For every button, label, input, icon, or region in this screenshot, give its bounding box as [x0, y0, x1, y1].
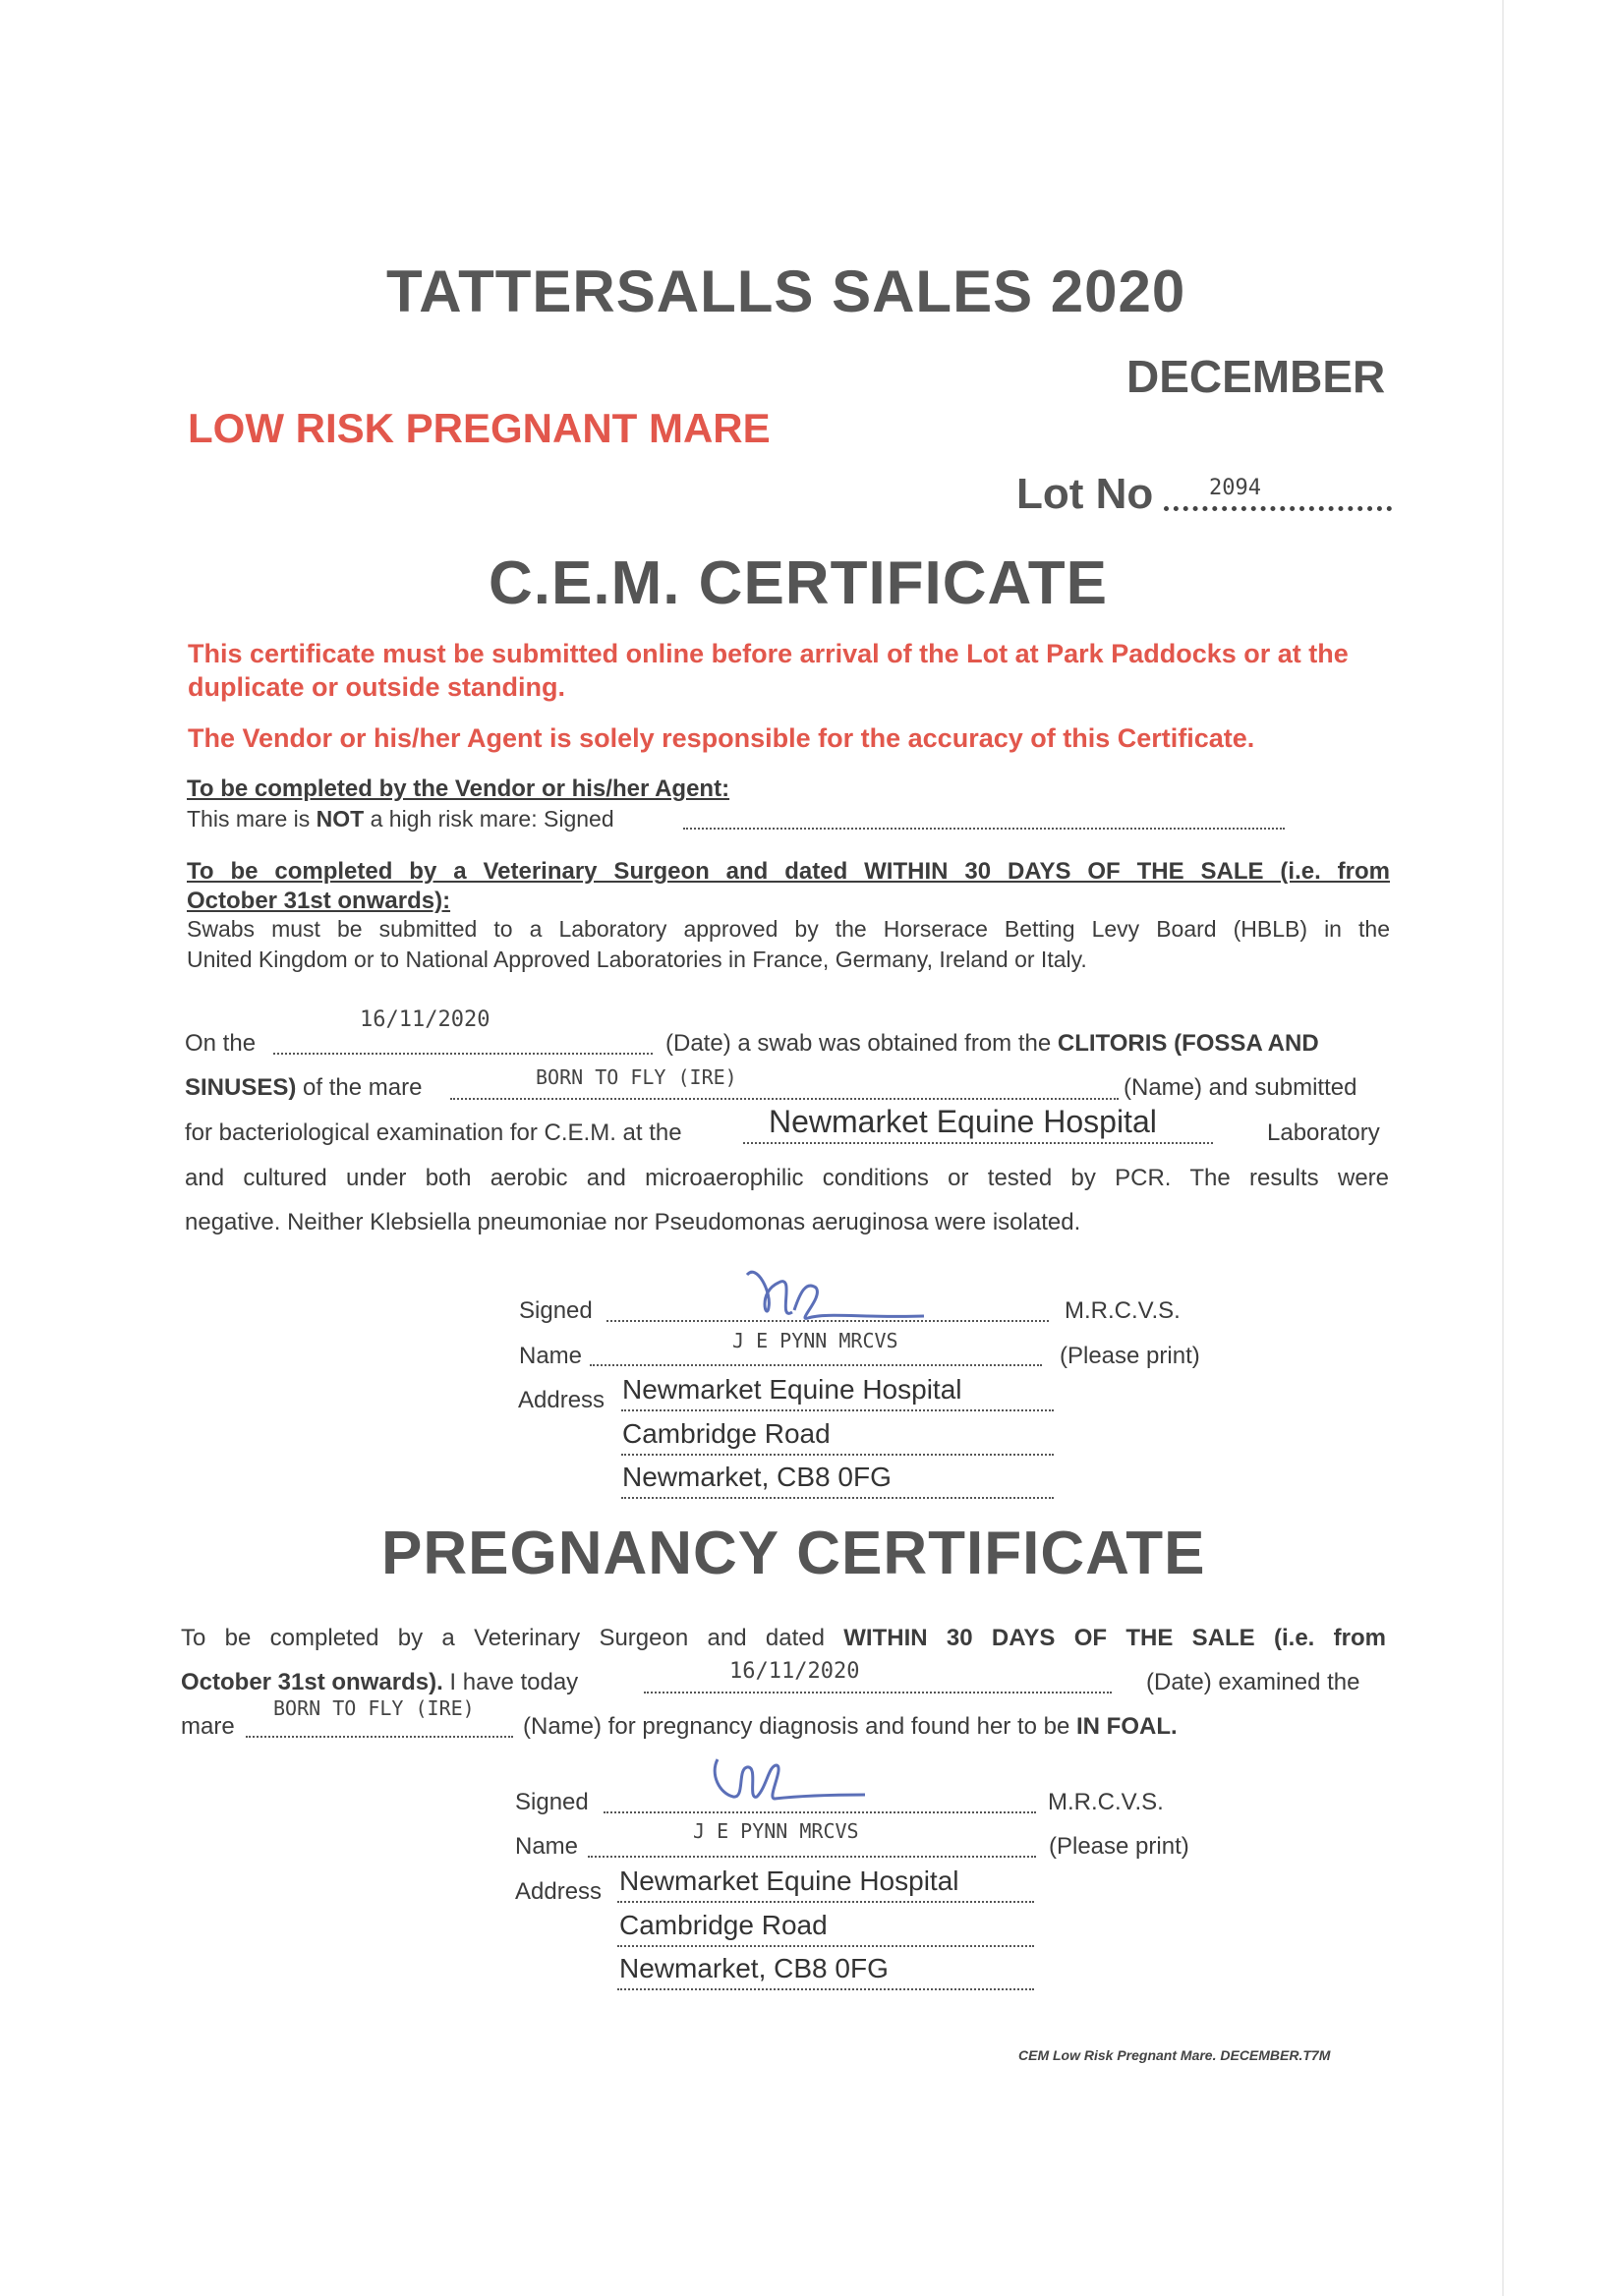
- cem-date-dotted: [273, 1053, 653, 1055]
- swabs-line-1: Swabs must be submitted to a Laboratory approved by the Horserace Betting Levy Board (HBLB) in the: [187, 916, 1390, 942]
- cem-name-dotted: [590, 1364, 1042, 1366]
- swabs-line-2: United Kingdom or to National Approved Laboratories in France, Germany, Ireland or Italy.: [187, 947, 1087, 972]
- preg-mare-dotted: [246, 1736, 513, 1738]
- sinuses-emphasis: SINUSES): [185, 1074, 297, 1101]
- preg-diagnosis-text: (Name) for pregnancy diagnosis and found her to be: [523, 1713, 1070, 1740]
- swabs-instructions: [187, 914, 1390, 975]
- submission-notice: This certificate must be submitted online before arrival of the Lot at Park Paddocks or at the duplicate or outside standing.: [188, 639, 1349, 702]
- preg-i-have-today: I have today: [449, 1669, 579, 1695]
- preg-date-value: 16/11/2020: [729, 1659, 860, 1684]
- cem-date-value: 16/11/2020: [360, 1007, 490, 1032]
- preg-name-dotted: [588, 1856, 1036, 1858]
- cem-signature-image: [727, 1253, 944, 1332]
- preg-within-30-days: WITHIN 30 DAYS OF THE SALE (i.e. from: [843, 1625, 1387, 1651]
- on-the-label: On the: [185, 1030, 257, 1057]
- preg-address-label: Address: [515, 1878, 603, 1905]
- mare-category: LOW RISK PREGNANT MARE: [188, 405, 771, 451]
- preg-in-foal: IN FOAL.: [1076, 1713, 1178, 1740]
- preg-oct31-emphasis: October 31st onwards).: [181, 1669, 443, 1695]
- vendor-declaration: [187, 804, 614, 833]
- preg-signature-image: [698, 1740, 885, 1818]
- preg-vet-name: J E PYNN MRCVS: [693, 1819, 859, 1843]
- clitoris-emphasis: CLITORIS (FOSSA AND: [1057, 1030, 1319, 1057]
- cem-mare-name: BORN TO FLY (IRE): [536, 1065, 737, 1089]
- preg-name-label: Name: [515, 1833, 579, 1860]
- preg-line-3-rest: [523, 1712, 1178, 1742]
- cem-please-print: (Please print): [1060, 1343, 1200, 1369]
- cem-cultured-line: and cultured under both aerobic and microaerophilic conditions or tested by PCR. The results were: [185, 1165, 1389, 1191]
- preg-line1-text: To be completed by a Veterinary Surgeon and dated: [181, 1625, 825, 1651]
- cem-date-line: [185, 1029, 256, 1059]
- of-the-mare-label: of the mare: [303, 1074, 423, 1101]
- laboratory-text: Laboratory: [1267, 1119, 1380, 1146]
- preg-mrcvs-label: M.R.C.V.S.: [1048, 1789, 1164, 1815]
- cem-address-dotted-1: [621, 1409, 1054, 1411]
- cem-mrcvs-label: M.R.C.V.S.: [1065, 1297, 1181, 1324]
- pregnancy-certificate-heading: PREGNANCY CERTIFICATE: [381, 1520, 1206, 1587]
- lot-label: Lot No: [1016, 470, 1154, 518]
- cem-negative-line: negative. Neither Klebsiella pneumoniae nor Pseudomonas aeruginosa were isolated.: [185, 1209, 1081, 1235]
- cem-vet-name: J E PYNN MRCVS: [732, 1329, 898, 1352]
- scan-edge: [1502, 0, 1504, 2296]
- preg-date-examined: (Date) examined the: [1146, 1669, 1360, 1695]
- cem-signed-label: Signed: [519, 1297, 593, 1324]
- vet-section-heading: [187, 857, 1390, 916]
- cem-lab-name: Newmarket Equine Hospital: [769, 1104, 1157, 1139]
- lot-number-value: 2094: [1209, 476, 1261, 500]
- cem-address-dotted-2: [621, 1454, 1054, 1456]
- vendor-signed-label: a high risk mare: Signed: [364, 806, 614, 832]
- vendor-section-heading: To be completed by the Vendor or his/her Agent:: [187, 775, 730, 802]
- cem-address-line-2: Cambridge Road: [622, 1418, 831, 1449]
- cem-name-submitted: [1124, 1073, 1356, 1103]
- bacteriological-text: for bacteriological examination for C.E.M. at the: [185, 1119, 682, 1146]
- preg-mare-name: BORN TO FLY (IRE): [273, 1696, 475, 1720]
- preg-address-line-3: Newmarket, CB8 0FG: [619, 1953, 889, 1983]
- cem-date-text: [665, 1029, 1319, 1059]
- cem-bact-line: [185, 1119, 682, 1148]
- name-submitted-text: (Name) and submitted: [1124, 1074, 1357, 1101]
- cem-address-label: Address: [518, 1387, 606, 1413]
- vendor-line-text: This mare is: [187, 806, 317, 832]
- preg-address-dotted-2: [617, 1945, 1034, 1947]
- preg-address-dotted-1: [617, 1901, 1034, 1903]
- preg-line-3: [181, 1712, 235, 1742]
- vet-heading-line-1: To be completed by a Veterinary Surgeon and dated WITHIN 30 DAYS OF THE SALE (i.e. from: [187, 858, 1390, 885]
- vendor-signature-line: [683, 828, 1285, 830]
- preg-date-dotted-line: [644, 1692, 1112, 1693]
- vendor-not-emphasis: NOT: [316, 806, 365, 832]
- preg-please-print: (Please print): [1049, 1833, 1189, 1860]
- form-reference: CEM Low Risk Pregnant Mare. DECEMBER.T7M: [1018, 2047, 1331, 2063]
- cem-name-label: Name: [519, 1343, 583, 1369]
- cem-mare-dotted: [450, 1098, 1119, 1100]
- document-title: TATTERSALLS SALES 2020: [386, 258, 1186, 324]
- preg-line-1: [181, 1624, 1386, 1653]
- preg-address-line-1: Newmarket Equine Hospital: [619, 1866, 959, 1896]
- cem-address-line-3: Newmarket, CB8 0FG: [622, 1462, 892, 1492]
- vendor-responsibility-notice: The Vendor or his/her Agent is solely responsible for the accuracy of this Certificate.: [188, 723, 1255, 753]
- cem-laboratory: [1267, 1119, 1380, 1148]
- preg-mare-label: mare: [181, 1713, 235, 1740]
- preg-line-2: [181, 1668, 578, 1697]
- lot-dotted-line: [1164, 506, 1392, 511]
- preg-address-line-2: Cambridge Road: [619, 1910, 828, 1940]
- cem-sinuses-line: [185, 1073, 422, 1103]
- preg-address-dotted-3: [617, 1988, 1034, 1990]
- sale-month: DECEMBER: [1126, 351, 1386, 402]
- cem-address-dotted-3: [621, 1497, 1054, 1499]
- date-swab-text: (Date) a swab was obtained from the: [665, 1030, 1052, 1057]
- preg-signed-label: Signed: [515, 1789, 589, 1815]
- cem-certificate-heading: C.E.M. CERTIFICATE: [489, 549, 1108, 617]
- cem-address-line-1: Newmarket Equine Hospital: [622, 1374, 962, 1405]
- lot-number-row: [1016, 470, 1153, 519]
- vet-heading-line-2: October 31st onwards):: [187, 888, 451, 914]
- cem-lab-dotted: [743, 1142, 1213, 1144]
